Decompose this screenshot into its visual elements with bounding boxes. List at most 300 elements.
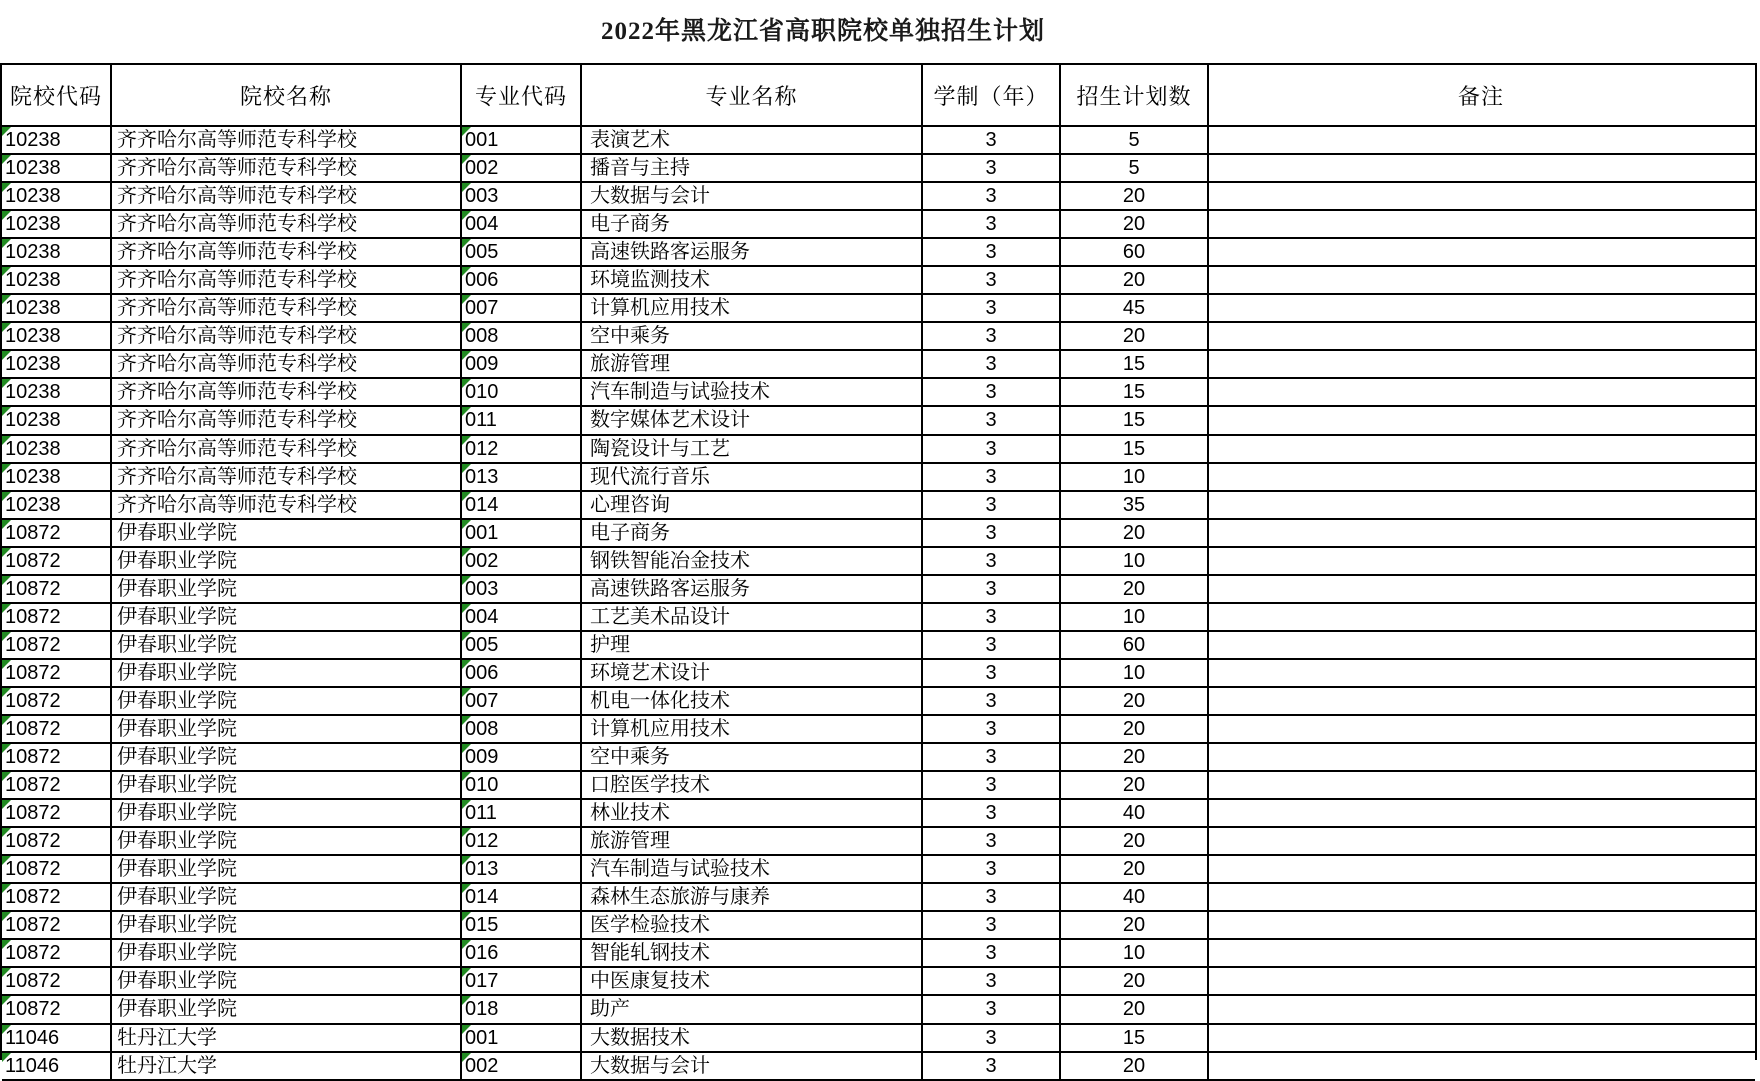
cell-college-name[interactable]: 伊春职业学院 [112, 884, 462, 910]
cell-college-name[interactable]: 齐齐哈尔高等师范专科学校 [112, 464, 462, 490]
cell-remark[interactable] [1209, 407, 1753, 433]
cell-error-indicator-icon [462, 884, 471, 893]
cell-error-indicator-icon [462, 323, 471, 332]
cell-years[interactable]: 3 [923, 660, 1061, 686]
cell-error-indicator-icon [2, 183, 11, 192]
cell-remark[interactable] [1209, 267, 1753, 293]
header-years[interactable]: 学制（年） [923, 65, 1061, 125]
cell-plan[interactable]: 10 [1061, 660, 1209, 686]
cell-major-code[interactable]: 012 [462, 828, 582, 854]
cell-major-name[interactable]: 环境艺术设计 [582, 660, 923, 686]
cell-years[interactable]: 3 [923, 688, 1061, 714]
cell-error-indicator-icon [2, 744, 11, 753]
cell-plan[interactable]: 20 [1061, 267, 1209, 293]
cell-remark[interactable] [1209, 996, 1753, 1022]
cell-years[interactable]: 3 [923, 912, 1061, 938]
cell-college-name[interactable]: 齐齐哈尔高等师范专科学校 [112, 155, 462, 181]
cell-major-code[interactable]: 011 [462, 800, 582, 826]
cell-remark[interactable] [1209, 436, 1753, 462]
cell-major-code[interactable]: 006 [462, 660, 582, 686]
cell-major-name[interactable]: 大数据技术 [582, 1025, 923, 1051]
cell-remark[interactable] [1209, 351, 1753, 377]
cell-college-code[interactable]: 10872 [2, 548, 112, 574]
cell-plan[interactable]: 20 [1061, 323, 1209, 349]
cell-major-code[interactable]: 014 [462, 492, 582, 518]
cell-college-name[interactable]: 齐齐哈尔高等师范专科学校 [112, 183, 462, 209]
table-row [2, 912, 1755, 940]
cell-major-name[interactable]: 心理咨询 [582, 492, 923, 518]
cell-college-code[interactable]: 10238 [2, 492, 112, 518]
cell-years[interactable]: 3 [923, 492, 1061, 518]
cell-plan[interactable]: 20 [1061, 912, 1209, 938]
cell-major-code[interactable]: 006 [462, 267, 582, 293]
cell-error-indicator-icon [462, 996, 471, 1005]
cell-major-name[interactable]: 林业技术 [582, 800, 923, 826]
cell-college-code[interactable]: 10238 [2, 239, 112, 265]
cell-error-indicator-icon [462, 520, 471, 529]
cell-plan[interactable]: 35 [1061, 492, 1209, 518]
cell-years[interactable]: 3 [923, 520, 1061, 546]
cell-plan[interactable]: 60 [1061, 632, 1209, 658]
cell-major-name[interactable]: 陶瓷设计与工艺 [582, 436, 923, 462]
cell-major-name[interactable]: 汽车制造与试验技术 [582, 856, 923, 882]
cell-error-indicator-icon [462, 828, 471, 837]
cell-major-code[interactable]: 007 [462, 295, 582, 321]
cell-major-name[interactable]: 空中乘务 [582, 323, 923, 349]
cell-college-name[interactable]: 伊春职业学院 [112, 912, 462, 938]
cell-error-indicator-icon [462, 379, 471, 388]
cell-error-indicator-icon [2, 351, 11, 360]
cell-major-code[interactable]: 008 [462, 716, 582, 742]
cell-remark[interactable] [1209, 856, 1753, 882]
cell-major-name[interactable]: 机电一体化技术 [582, 688, 923, 714]
cell-major-code[interactable]: 010 [462, 379, 582, 405]
cell-remark[interactable] [1209, 239, 1753, 265]
cell-major-code[interactable]: 002 [462, 155, 582, 181]
cell-years[interactable]: 3 [923, 127, 1061, 153]
enrollment-table [0, 63, 1757, 1077]
cell-major-name[interactable]: 数字媒体艺术设计 [582, 407, 923, 433]
cell-years[interactable]: 3 [923, 1053, 1061, 1079]
cell-college-name[interactable]: 伊春职业学院 [112, 996, 462, 1022]
header-college-name[interactable]: 院校名称 [112, 65, 462, 125]
cell-plan[interactable]: 20 [1061, 716, 1209, 742]
cell-plan[interactable]: 15 [1061, 379, 1209, 405]
cell-major-name[interactable]: 表演艺术 [582, 127, 923, 153]
cell-college-code[interactable]: 10872 [2, 688, 112, 714]
cell-plan[interactable]: 20 [1061, 996, 1209, 1022]
cell-years[interactable]: 3 [923, 884, 1061, 910]
cell-remark[interactable] [1209, 912, 1753, 938]
cell-college-name[interactable]: 伊春职业学院 [112, 828, 462, 854]
cell-plan[interactable]: 10 [1061, 940, 1209, 966]
cell-college-code[interactable]: 10238 [2, 127, 112, 153]
cell-remark[interactable] [1209, 968, 1753, 994]
cell-years[interactable]: 3 [923, 828, 1061, 854]
cell-college-name[interactable]: 齐齐哈尔高等师范专科学校 [112, 379, 462, 405]
cell-plan[interactable]: 20 [1061, 688, 1209, 714]
cell-remark[interactable] [1209, 576, 1753, 602]
cell-college-code[interactable]: 10872 [2, 800, 112, 826]
cell-error-indicator-icon [462, 912, 471, 921]
cell-major-name[interactable]: 空中乘务 [582, 744, 923, 770]
cell-college-code[interactable]: 10872 [2, 520, 112, 546]
cell-major-name[interactable]: 旅游管理 [582, 828, 923, 854]
cell-major-code[interactable]: 011 [462, 407, 582, 433]
cell-years[interactable]: 3 [923, 323, 1061, 349]
cell-major-code[interactable]: 007 [462, 688, 582, 714]
cell-years[interactable]: 3 [923, 716, 1061, 742]
cell-error-indicator-icon [2, 912, 11, 921]
header-remark[interactable]: 备注 [1457, 83, 1504, 109]
cell-years[interactable]: 3 [923, 407, 1061, 433]
header-major-name[interactable]: 专业名称 [582, 65, 923, 125]
cell-years[interactable]: 3 [923, 632, 1061, 658]
cell-years[interactable]: 3 [923, 940, 1061, 966]
cell-college-code[interactable]: 10872 [2, 968, 112, 994]
cell-remark[interactable] [1209, 295, 1753, 321]
cell-college-code[interactable]: 10238 [2, 211, 112, 237]
cell-major-code[interactable]: 001 [462, 1025, 582, 1051]
cell-years[interactable]: 3 [923, 351, 1061, 377]
cell-college-name[interactable]: 齐齐哈尔高等师范专科学校 [112, 239, 462, 265]
cell-years[interactable]: 3 [923, 548, 1061, 574]
cell-years[interactable]: 3 [923, 856, 1061, 882]
cell-college-code[interactable]: 10238 [2, 183, 112, 209]
cell-error-indicator-icon [2, 856, 11, 865]
cell-remark[interactable] [1209, 1053, 1753, 1079]
table-row [2, 155, 1755, 183]
cell-plan[interactable]: 60 [1061, 239, 1209, 265]
cell-error-indicator-icon [462, 856, 471, 865]
table-row [2, 436, 1755, 464]
cell-plan[interactable]: 20 [1061, 772, 1209, 798]
cell-plan[interactable]: 5 [1061, 127, 1209, 153]
cell-plan[interactable]: 20 [1061, 744, 1209, 770]
cell-error-indicator-icon [462, 968, 471, 977]
cell-remark[interactable] [1209, 604, 1753, 630]
cell-major-code[interactable]: 005 [462, 632, 582, 658]
table-row [2, 828, 1755, 856]
cell-major-name[interactable]: 口腔医学技术 [582, 772, 923, 798]
cell-college-name[interactable]: 伊春职业学院 [112, 576, 462, 602]
cell-remark[interactable] [1209, 660, 1753, 686]
cell-remark[interactable] [1209, 379, 1753, 405]
cell-college-code[interactable]: 10872 [2, 940, 112, 966]
cell-error-indicator-icon [462, 576, 471, 585]
cell-years[interactable]: 3 [923, 772, 1061, 798]
cell-college-name[interactable]: 齐齐哈尔高等师范专科学校 [112, 323, 462, 349]
cell-major-code[interactable]: 009 [462, 351, 582, 377]
cell-remark[interactable] [1209, 548, 1753, 574]
cell-major-name[interactable]: 汽车制造与试验技术 [582, 379, 923, 405]
cell-remark[interactable] [1209, 520, 1753, 546]
cell-remark[interactable] [1209, 211, 1753, 237]
cell-error-indicator-icon [2, 884, 11, 893]
cell-plan[interactable]: 15 [1061, 407, 1209, 433]
cell-plan[interactable]: 10 [1061, 548, 1209, 574]
cell-major-name[interactable]: 计算机应用技术 [582, 716, 923, 742]
cell-major-code[interactable]: 010 [462, 772, 582, 798]
cell-major-name[interactable]: 电子商务 [582, 211, 923, 237]
cell-college-name[interactable]: 齐齐哈尔高等师范专科学校 [112, 407, 462, 433]
cell-college-code[interactable]: 10238 [2, 351, 112, 377]
cell-major-code[interactable]: 016 [462, 940, 582, 966]
cell-college-code[interactable]: 10238 [2, 407, 112, 433]
cell-years[interactable]: 3 [923, 604, 1061, 630]
cell-years[interactable]: 3 [923, 744, 1061, 770]
cell-major-name[interactable]: 旅游管理 [582, 351, 923, 377]
cell-college-code[interactable]: 10872 [2, 744, 112, 770]
cell-error-indicator-icon [2, 127, 11, 136]
header-plan[interactable]: 招生计划数 [1061, 65, 1209, 125]
cell-college-code[interactable]: 10238 [2, 436, 112, 462]
cell-years[interactable]: 3 [923, 464, 1061, 490]
cell-error-indicator-icon [2, 1053, 11, 1062]
table-row [2, 520, 1755, 548]
table-row [2, 183, 1755, 211]
cell-college-code[interactable]: 10238 [2, 267, 112, 293]
cell-college-name[interactable]: 伊春职业学院 [112, 716, 462, 742]
cell-major-code[interactable]: 013 [462, 856, 582, 882]
cell-major-name[interactable]: 计算机应用技术 [582, 295, 923, 321]
cell-years[interactable]: 3 [923, 436, 1061, 462]
cell-years[interactable]: 3 [923, 211, 1061, 237]
cell-college-code[interactable]: 11046 [2, 1053, 112, 1079]
header-college-code[interactable]: 院校代码 [2, 65, 112, 125]
cell-major-code[interactable]: 008 [462, 323, 582, 349]
cell-error-indicator-icon [462, 660, 471, 669]
cell-college-name[interactable]: 齐齐哈尔高等师范专科学校 [112, 295, 462, 321]
table-row [2, 940, 1755, 968]
cell-major-name[interactable]: 高速铁路客运服务 [582, 239, 923, 265]
cell-major-name[interactable]: 助产 [582, 996, 923, 1022]
cell-error-indicator-icon [2, 996, 11, 1005]
cell-college-code[interactable]: 11046 [2, 1025, 112, 1051]
cell-college-code[interactable]: 10872 [2, 660, 112, 686]
cell-major-code[interactable]: 004 [462, 604, 582, 630]
cell-years[interactable]: 3 [923, 968, 1061, 994]
cell-remark[interactable] [1209, 884, 1753, 910]
cell-major-name[interactable]: 工艺美术品设计 [582, 604, 923, 630]
cell-remark[interactable] [1209, 1025, 1753, 1051]
cell-major-code[interactable]: 001 [462, 127, 582, 153]
cell-college-code[interactable]: 10238 [2, 323, 112, 349]
cell-college-name[interactable]: 伊春职业学院 [112, 632, 462, 658]
cell-years[interactable]: 3 [923, 155, 1061, 181]
cell-major-name[interactable]: 森林生态旅游与康养 [582, 884, 923, 910]
cell-remark[interactable] [1209, 772, 1753, 798]
cell-plan[interactable]: 40 [1061, 800, 1209, 826]
header-major-code[interactable]: 专业代码 [462, 65, 582, 125]
cell-remark[interactable] [1209, 492, 1753, 518]
cell-college-name[interactable]: 伊春职业学院 [112, 604, 462, 630]
cell-major-code[interactable]: 002 [462, 1053, 582, 1079]
cell-years[interactable]: 3 [923, 800, 1061, 826]
cell-years[interactable]: 3 [923, 267, 1061, 293]
table-row [2, 660, 1755, 688]
cell-plan[interactable]: 40 [1061, 884, 1209, 910]
cell-plan[interactable]: 15 [1061, 1025, 1209, 1051]
cell-years[interactable]: 3 [923, 295, 1061, 321]
cell-remark[interactable] [1209, 828, 1753, 854]
cell-plan[interactable]: 20 [1061, 1053, 1209, 1079]
cell-error-indicator-icon [2, 940, 11, 949]
cell-college-name[interactable]: 牡丹江大学 [112, 1025, 462, 1051]
cell-error-indicator-icon [2, 800, 11, 809]
cell-error-indicator-icon [462, 744, 471, 753]
cell-college-code[interactable]: 10872 [2, 632, 112, 658]
cell-college-name[interactable]: 伊春职业学院 [112, 520, 462, 546]
cell-major-code[interactable]: 013 [462, 464, 582, 490]
table-row [2, 492, 1755, 520]
cell-college-code[interactable]: 10872 [2, 996, 112, 1022]
cell-years[interactable]: 3 [923, 576, 1061, 602]
cell-plan[interactable]: 20 [1061, 856, 1209, 882]
cell-major-name[interactable]: 护理 [582, 632, 923, 658]
cell-error-indicator-icon [462, 772, 471, 781]
cell-major-code[interactable]: 012 [462, 436, 582, 462]
cell-college-name[interactable]: 伊春职业学院 [112, 744, 462, 770]
cell-major-name[interactable]: 医学检验技术 [582, 912, 923, 938]
page-title[interactable]: 2022年黑龙江省高职院校单独招生计划 [600, 18, 1045, 45]
cell-college-name[interactable]: 伊春职业学院 [112, 968, 462, 994]
cell-college-name[interactable]: 伊春职业学院 [112, 688, 462, 714]
table-row [2, 744, 1755, 772]
cell-college-code[interactable]: 10872 [2, 604, 112, 630]
cell-error-indicator-icon [2, 464, 11, 473]
cell-years[interactable]: 3 [923, 239, 1061, 265]
cell-plan[interactable]: 20 [1061, 828, 1209, 854]
cell-plan[interactable]: 15 [1061, 436, 1209, 462]
cell-college-code[interactable]: 10238 [2, 379, 112, 405]
cell-error-indicator-icon [462, 1025, 471, 1034]
cell-college-code[interactable]: 10238 [2, 464, 112, 490]
cell-years[interactable]: 3 [923, 996, 1061, 1022]
cell-error-indicator-icon [462, 127, 471, 136]
cell-college-code[interactable]: 10872 [2, 856, 112, 882]
cell-plan[interactable]: 10 [1061, 464, 1209, 490]
cell-college-code[interactable]: 10238 [2, 295, 112, 321]
cell-college-name[interactable]: 伊春职业学院 [112, 548, 462, 574]
cell-plan[interactable]: 20 [1061, 576, 1209, 602]
cell-error-indicator-icon [2, 407, 11, 416]
cell-error-indicator-icon [2, 604, 11, 613]
cell-plan[interactable]: 20 [1061, 183, 1209, 209]
cell-college-name[interactable]: 伊春职业学院 [112, 940, 462, 966]
cell-college-name[interactable]: 齐齐哈尔高等师范专科学校 [112, 436, 462, 462]
cell-college-name[interactable]: 齐齐哈尔高等师范专科学校 [112, 492, 462, 518]
cell-college-code[interactable]: 10872 [2, 716, 112, 742]
table-row [2, 856, 1755, 884]
cell-plan[interactable]: 20 [1061, 211, 1209, 237]
cell-plan[interactable]: 20 [1061, 968, 1209, 994]
cell-major-code[interactable]: 004 [462, 211, 582, 237]
cell-college-code[interactable]: 10872 [2, 912, 112, 938]
table-body [2, 127, 1755, 1081]
cell-college-name[interactable]: 伊春职业学院 [112, 856, 462, 882]
cell-major-code[interactable]: 003 [462, 183, 582, 209]
cell-remark[interactable] [1209, 183, 1753, 209]
cell-major-code[interactable]: 003 [462, 576, 582, 602]
cell-major-name[interactable]: 电子商务 [582, 520, 923, 546]
cell-plan[interactable]: 20 [1061, 520, 1209, 546]
cell-major-code[interactable]: 017 [462, 968, 582, 994]
cell-major-code[interactable]: 002 [462, 548, 582, 574]
cell-plan[interactable]: 10 [1061, 604, 1209, 630]
table-row [2, 211, 1755, 239]
cell-college-name[interactable]: 齐齐哈尔高等师范专科学校 [112, 211, 462, 237]
cell-remark[interactable] [1209, 716, 1753, 742]
cell-major-name[interactable]: 现代流行音乐 [582, 464, 923, 490]
cell-college-name[interactable]: 齐齐哈尔高等师范专科学校 [112, 351, 462, 377]
cell-major-code[interactable]: 018 [462, 996, 582, 1022]
table-row [2, 407, 1755, 435]
table-row [2, 379, 1755, 407]
cell-error-indicator-icon [2, 155, 11, 164]
cell-college-code[interactable]: 10872 [2, 772, 112, 798]
cell-major-name[interactable]: 高速铁路客运服务 [582, 576, 923, 602]
cell-remark[interactable] [1209, 464, 1753, 490]
cell-major-name[interactable]: 智能轧钢技术 [582, 940, 923, 966]
cell-plan[interactable]: 15 [1061, 351, 1209, 377]
cell-college-name[interactable]: 伊春职业学院 [112, 660, 462, 686]
cell-major-name[interactable]: 中医康复技术 [582, 968, 923, 994]
cell-college-code[interactable]: 10238 [2, 155, 112, 181]
table-row [2, 800, 1755, 828]
cell-error-indicator-icon [462, 1053, 471, 1062]
cell-error-indicator-icon [2, 548, 11, 557]
cell-remark[interactable] [1209, 155, 1753, 181]
cell-college-code[interactable]: 10872 [2, 576, 112, 602]
cell-plan[interactable]: 5 [1061, 155, 1209, 181]
cell-major-name[interactable]: 钢铁智能冶金技术 [582, 548, 923, 574]
cell-error-indicator-icon [462, 548, 471, 557]
cell-major-code[interactable]: 005 [462, 239, 582, 265]
cell-college-name[interactable]: 齐齐哈尔高等师范专科学校 [112, 267, 462, 293]
cell-college-name[interactable]: 伊春职业学院 [112, 800, 462, 826]
cell-college-name[interactable]: 牡丹江大学 [112, 1053, 462, 1079]
cell-college-code[interactable]: 10872 [2, 828, 112, 854]
cell-remark[interactable] [1209, 688, 1753, 714]
cell-error-indicator-icon [2, 267, 11, 276]
cell-remark[interactable] [1209, 744, 1753, 770]
cell-major-code[interactable]: 015 [462, 912, 582, 938]
cell-major-name[interactable]: 大数据与会计 [582, 1053, 923, 1079]
cell-remark[interactable] [1209, 127, 1753, 153]
cell-years[interactable]: 3 [923, 379, 1061, 405]
cell-error-indicator-icon [2, 492, 11, 501]
cell-college-name[interactable]: 伊春职业学院 [112, 772, 462, 798]
cell-college-code[interactable]: 10872 [2, 884, 112, 910]
cell-remark[interactable] [1209, 632, 1753, 658]
cell-years[interactable]: 3 [923, 1025, 1061, 1051]
cell-college-name[interactable]: 齐齐哈尔高等师范专科学校 [112, 127, 462, 153]
cell-major-code[interactable]: 009 [462, 744, 582, 770]
cell-plan[interactable]: 45 [1061, 295, 1209, 321]
cell-major-code[interactable]: 014 [462, 884, 582, 910]
cell-major-name[interactable]: 环境监测技术 [582, 267, 923, 293]
cell-major-name[interactable]: 播音与主持 [582, 155, 923, 181]
cell-major-code[interactable]: 001 [462, 520, 582, 546]
cell-years[interactable]: 3 [923, 183, 1061, 209]
cell-major-name[interactable]: 大数据与会计 [582, 183, 923, 209]
cell-remark[interactable] [1209, 323, 1753, 349]
cell-remark[interactable] [1209, 940, 1753, 966]
table-row [2, 464, 1755, 492]
cell-error-indicator-icon [2, 716, 11, 725]
cell-remark[interactable] [1209, 800, 1753, 826]
